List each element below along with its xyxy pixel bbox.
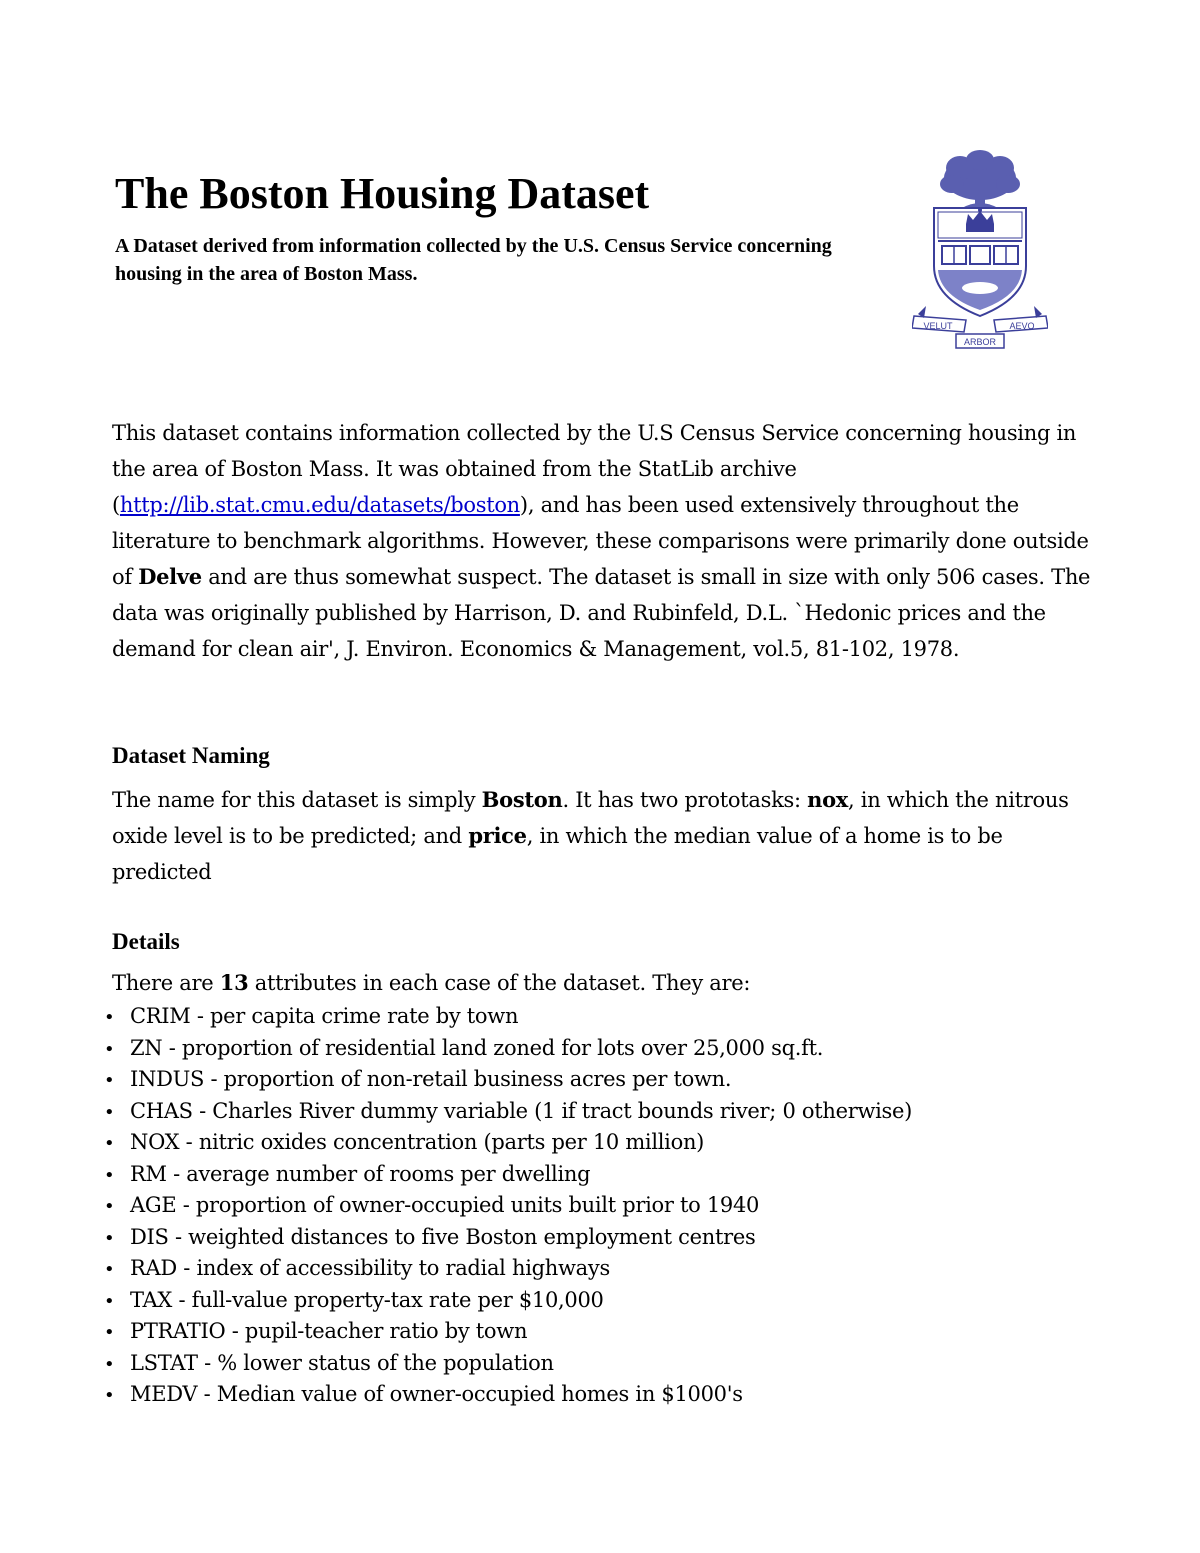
bullet-icon: • — [104, 1385, 115, 1406]
bullet-icon: • — [104, 1007, 115, 1028]
naming-paragraph — [112, 782, 1102, 890]
details-lead — [112, 967, 1102, 999]
section-heading-naming: Dataset Naming — [112, 743, 270, 768]
crest-motto-left: VELUT — [923, 321, 953, 331]
bullet-icon: • — [104, 1070, 115, 1091]
attribute-text: DIS - weighted distances to five Boston employment centres — [130, 1224, 756, 1249]
attribute-text: LSTAT - % lower status of the population — [130, 1350, 554, 1375]
delve-term: Delve — [138, 564, 202, 589]
list-item — [104, 1348, 912, 1380]
naming-text-4: , in which the median value of a home is to be predicted — [112, 824, 1003, 884]
prototask-price: price — [468, 823, 527, 848]
list-item — [104, 1190, 912, 1222]
bullet-icon: • — [104, 1038, 115, 1060]
intro-text-2: ), and has been used extensively throughout the literature to benchmark algorithms. However, these comparisons were primarily done outside of — [112, 493, 1089, 589]
list-item — [104, 1379, 912, 1411]
crest-motto-bottom: ARBOR — [963, 337, 997, 347]
attribute-text: ZN - proportion of residential land zoned for lots over 25,000 sq.ft. — [130, 1035, 824, 1060]
attribute-text: RAD - index of accessibility to radial highways — [130, 1256, 610, 1280]
bullet-icon: • — [104, 1259, 115, 1280]
list-item — [104, 1033, 912, 1065]
list-item — [104, 1064, 912, 1096]
attribute-text: TAX - full-value property-tax rate per $10,000 — [130, 1287, 604, 1312]
list-item — [104, 1127, 912, 1159]
intro-paragraph — [112, 415, 1102, 667]
list-item — [104, 1001, 912, 1033]
statlib-link[interactable]: http://lib.stat.cmu.edu/datasets/boston — [119, 493, 520, 517]
naming-text-2: . It has two prototasks: — [562, 788, 808, 812]
list-item — [104, 1159, 912, 1191]
list-item — [104, 1096, 912, 1128]
attribute-text: NOX - nitric oxides concentration (parts per 10 million) — [130, 1130, 705, 1154]
naming-text-1: The name for this dataset is simply — [112, 788, 482, 812]
bullet-icon: • — [104, 1322, 115, 1343]
intro-text-3: and are thus somewhat suspect. The dataset is small in size with only 506 cases. The data was originally published by Harrison, D. and Rubinfeld, D.L. `Hedonic prices and the demand for clean air', J. Environ. Economics & Management, vol.5, 81-102, 1978. — [112, 565, 1091, 661]
intro-text-1: This dataset contains information collected by the U.S Census Service concerning housing in the area of Boston Mass. It was obtained from the StatLib archive ( — [112, 421, 1077, 517]
crest-beaver-icon — [962, 282, 998, 294]
dataset-name: Boston — [481, 787, 563, 812]
attribute-list — [104, 1001, 912, 1411]
page-title: The Boston Housing Dataset — [115, 169, 650, 218]
attribute-count: 13 — [219, 970, 249, 995]
list-item — [104, 1285, 912, 1317]
bullet-icon: • — [104, 1164, 115, 1186]
details-lead-text-1: There are — [112, 971, 220, 995]
attribute-text: INDUS - proportion of non-retail business acres per town. — [130, 1067, 732, 1091]
page-subtitle: A Dataset derived from information collected by the U.S. Census Service concerning housing in the area of Boston Mass. — [115, 235, 832, 285]
bullet-icon: • — [104, 1196, 115, 1217]
attribute-text: RM - average number of rooms per dwelling — [130, 1161, 591, 1186]
university-crest-logo — [912, 148, 1048, 358]
crest-tree-icon — [940, 150, 1020, 210]
attribute-text: MEDV - Median value of owner-occupied homes in $1000's — [130, 1382, 743, 1406]
prototask-nox: nox — [807, 787, 849, 812]
bullet-icon: • — [104, 1290, 115, 1312]
bullet-icon: • — [104, 1227, 115, 1249]
attribute-text: AGE - proportion of owner-occupied units built prior to 1940 — [130, 1193, 760, 1217]
list-item — [104, 1316, 912, 1348]
crest-motto-right: AEVO — [1009, 321, 1035, 331]
bullet-icon: • — [104, 1353, 115, 1375]
section-heading-details: Details — [112, 929, 180, 954]
attribute-text: CRIM - per capita crime rate by town — [130, 1004, 519, 1028]
attribute-text: PTRATIO - pupil-teacher ratio by town — [130, 1319, 528, 1343]
attribute-text: CHAS - Charles River dummy variable (1 if tract bounds river; 0 otherwise) — [130, 1098, 913, 1123]
naming-text-3: , in which the nitrous oxide level is to be predicted; and — [112, 788, 1069, 848]
details-lead-text-2: attributes in each case of the dataset. They are: — [248, 971, 751, 995]
bullet-icon: • — [104, 1133, 115, 1154]
list-item — [104, 1253, 912, 1285]
list-item — [104, 1222, 912, 1254]
bullet-icon: • — [104, 1101, 115, 1123]
